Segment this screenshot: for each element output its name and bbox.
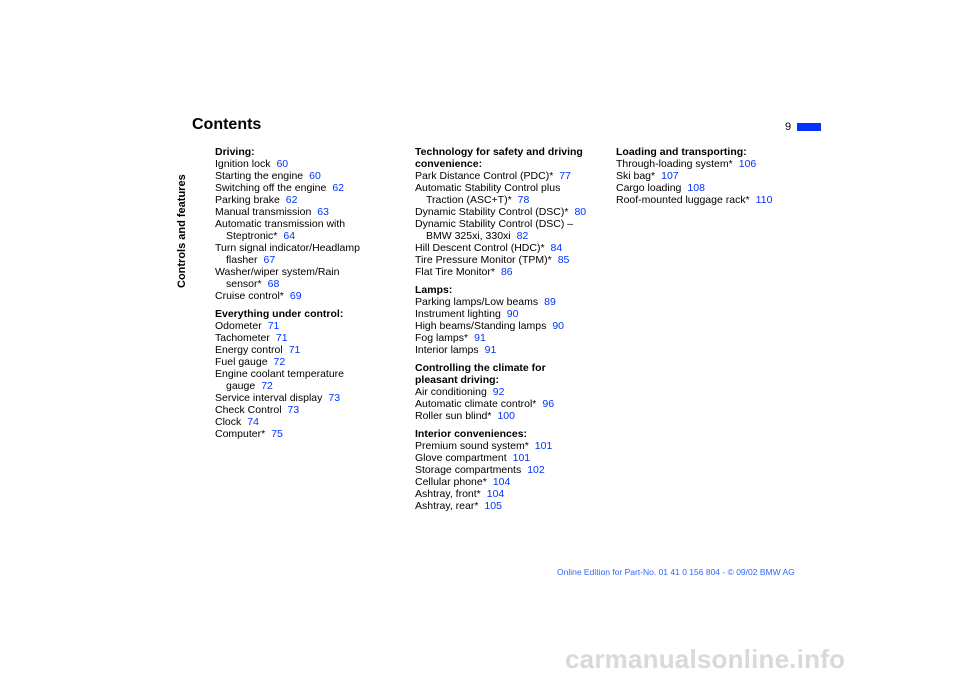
- toc-entry[interactable]: [415, 206, 590, 218]
- toc-entry-label: Instrument lighting: [415, 308, 501, 320]
- toc-entry-label: Fuel gauge: [215, 356, 268, 368]
- toc-entry[interactable]: [415, 320, 590, 332]
- toc-entry-label: Premium sound system*: [415, 440, 529, 452]
- toc-entry-label: Cruise control*: [215, 290, 284, 302]
- toc-section: [215, 308, 390, 440]
- toc-entry-label: Roof-mounted luggage rack*: [616, 194, 750, 206]
- toc-entry-page-link[interactable]: 75: [271, 428, 283, 440]
- toc-column-1: [215, 146, 390, 446]
- toc-entry-page-link[interactable]: 91: [484, 344, 497, 356]
- toc-entry-label: Dynamic Stability Control (DSC) – BMW 325xi, 330xi: [415, 218, 574, 242]
- toc-section-heading: Controlling the climate for pleasant driving:: [415, 362, 546, 386]
- toc-entry-page-link[interactable]: 85: [557, 254, 570, 266]
- toc-entry[interactable]: [415, 344, 590, 356]
- toc-section: [415, 284, 590, 356]
- toc-entry[interactable]: [415, 452, 590, 464]
- toc-entry-page-link[interactable]: 110: [755, 194, 773, 206]
- toc-entry-page-link[interactable]: 100: [497, 410, 515, 422]
- toc-entry-label: Automatic climate control*: [415, 398, 537, 410]
- toc-entry[interactable]: [415, 218, 590, 242]
- toc-section: [415, 362, 590, 422]
- toc-entry[interactable]: [415, 266, 590, 278]
- toc-entry-label: Automatic Stability Control plus Traction (ASC+T)*: [415, 182, 561, 206]
- toc-entry-label: Tire Pressure Monitor (TPM)*: [415, 254, 552, 266]
- toc-entry-label: Parking brake: [215, 194, 280, 206]
- toc-entry-label: Cellular phone*: [415, 476, 487, 488]
- toc-entry-page-link[interactable]: 86: [500, 266, 513, 278]
- toc-entry[interactable]: [415, 296, 590, 308]
- toc-entry-label: Automatic transmission with Steptronic*: [215, 218, 346, 242]
- toc-entry-page-link[interactable]: 102: [527, 464, 545, 476]
- toc-entry[interactable]: [215, 266, 390, 290]
- toc-entry[interactable]: [415, 488, 590, 500]
- toc-section-heading: Driving:: [215, 146, 255, 158]
- toc-entry-label: Air conditioning: [415, 386, 487, 398]
- toc-entry[interactable]: [616, 182, 791, 194]
- toc-entry-page-link[interactable]: 74: [247, 416, 259, 428]
- toc-entry-page-link[interactable]: 60: [276, 158, 289, 170]
- toc-entry-label: Glove compartment: [415, 452, 507, 464]
- toc-entry-page-link[interactable]: 90: [506, 308, 519, 320]
- toc-entry[interactable]: [215, 194, 390, 206]
- toc-entry-page-link[interactable]: 92: [492, 386, 505, 398]
- toc-entry-page-link[interactable]: 101: [512, 452, 531, 464]
- toc-entry[interactable]: [616, 170, 791, 182]
- toc-entry-label: Dynamic Stability Control (DSC)*: [415, 206, 569, 218]
- toc-entry[interactable]: [415, 182, 590, 206]
- toc-entry[interactable]: [415, 464, 590, 476]
- toc-entry-label: Storage compartments: [415, 464, 522, 476]
- toc-entry-page-link[interactable]: 64: [283, 230, 296, 242]
- toc-entry-page-link[interactable]: 108: [687, 182, 705, 194]
- toc-entry[interactable]: [415, 332, 590, 344]
- toc-entry[interactable]: [415, 398, 590, 410]
- toc-entry[interactable]: [215, 368, 390, 392]
- toc-entry-page-link[interactable]: 62: [332, 182, 344, 194]
- toc-entry-page-link[interactable]: 71: [288, 344, 301, 356]
- toc-entry[interactable]: [215, 404, 390, 416]
- toc-entry[interactable]: [215, 170, 390, 182]
- toc-entry[interactable]: [215, 356, 390, 368]
- toc-entry-page-link[interactable]: 71: [267, 320, 280, 332]
- toc-entry-page-link[interactable]: 73: [287, 404, 300, 416]
- toc-entry-label: Flat Tire Monitor*: [415, 266, 495, 278]
- toc-entry-page-link[interactable]: 73: [328, 392, 341, 404]
- section-side-label: Controls and features: [176, 174, 188, 288]
- toc-entry-label: Park Distance Control (PDC)*: [415, 170, 554, 182]
- toc-entry[interactable]: [215, 158, 390, 170]
- toc-entry-page-link[interactable]: 77: [559, 170, 571, 182]
- toc-entry-label: Energy control: [215, 344, 283, 356]
- toc-entry-page-link[interactable]: 104: [492, 476, 511, 488]
- toc-entry-page-link[interactable]: 69: [289, 290, 302, 302]
- toc-entry[interactable]: [215, 344, 390, 356]
- toc-entry-page-link[interactable]: 72: [273, 356, 286, 368]
- toc-entry-page-link[interactable]: 68: [267, 278, 280, 290]
- toc-entry-label: Clock: [215, 416, 242, 428]
- page-number: 9: [785, 121, 792, 133]
- toc-entry-label: Parking lamps/Low beams: [415, 296, 539, 308]
- toc-column-3: [616, 146, 791, 212]
- toc-entry-label: Check Control: [215, 404, 282, 416]
- toc-entry[interactable]: [215, 332, 390, 344]
- toc-entry-label: Turn signal indicator/Headlamp flasher: [215, 242, 360, 266]
- toc-entry-page-link[interactable]: 80: [574, 206, 587, 218]
- toc-entry[interactable]: [415, 476, 590, 488]
- toc-entry-label: Starting the engine: [215, 170, 304, 182]
- toc-entry[interactable]: [415, 242, 590, 254]
- toc-entry[interactable]: [415, 500, 590, 512]
- toc-entry-label: Engine coolant temperature gauge: [215, 368, 344, 392]
- toc-entry-page-link[interactable]: 71: [275, 332, 288, 344]
- toc-entry[interactable]: [415, 308, 590, 320]
- toc-section-heading: Everything under control:: [215, 308, 344, 320]
- toc-entry[interactable]: [215, 206, 390, 218]
- toc-entry-page-link[interactable]: 106: [738, 158, 757, 170]
- toc-entry-label: Ignition lock: [215, 158, 271, 170]
- toc-entry-label: High beams/Standing lamps: [415, 320, 547, 332]
- toc-entry-page-link[interactable]: 89: [544, 296, 556, 308]
- toc-entry-page-link[interactable]: 84: [550, 242, 563, 254]
- toc-entry[interactable]: [415, 410, 590, 422]
- toc-entry-page-link[interactable]: 90: [552, 320, 565, 332]
- toc-entry-label: Switching off the engine: [215, 182, 327, 194]
- toc-entry-page-link[interactable]: 91: [474, 332, 486, 344]
- toc-entry[interactable]: [215, 182, 390, 194]
- page-number-bar: [797, 123, 821, 131]
- toc-entry-page-link[interactable]: 72: [261, 380, 273, 392]
- toc-entry[interactable]: [215, 428, 390, 440]
- toc-entry-label: Ashtray, rear*: [415, 500, 479, 512]
- toc-entry-page-link[interactable]: 67: [263, 254, 276, 266]
- toc-entry-page-link[interactable]: 101: [534, 440, 553, 452]
- toc-entry[interactable]: [415, 386, 590, 398]
- toc-section-heading: Loading and transporting:: [616, 146, 747, 158]
- toc-entry-label: Manual transmission: [215, 206, 312, 218]
- toc-entry-label: Ski bag*: [616, 170, 656, 182]
- toc-entry-page-link[interactable]: 107: [661, 170, 679, 182]
- toc-entry-label: Hill Descent Control (HDC)*: [415, 242, 545, 254]
- toc-entry[interactable]: [215, 218, 390, 242]
- toc-entry[interactable]: [215, 320, 390, 332]
- toc-section-heading: Interior conveniences:: [415, 428, 528, 440]
- toc-entry-label: Computer*: [215, 428, 266, 440]
- toc-entry[interactable]: [415, 254, 590, 266]
- toc-entry-label: Ashtray, front*: [415, 488, 481, 500]
- toc-entry-label: Service interval display: [215, 392, 323, 404]
- edition-footer: Online Edition for Part-No. 01 41 0 156 804 - © 09/02 BMW AG: [557, 567, 795, 577]
- toc-entry[interactable]: [616, 158, 791, 170]
- toc-entry[interactable]: [215, 242, 390, 266]
- toc-column-2: [415, 146, 590, 518]
- toc-section: [215, 146, 390, 302]
- toc-section: [415, 428, 590, 512]
- toc-entry-page-link[interactable]: 60: [309, 170, 321, 182]
- toc-entry-page-link[interactable]: 105: [484, 500, 502, 512]
- toc-entry-label: Fog lamps*: [415, 332, 469, 344]
- toc-entry[interactable]: [215, 416, 390, 428]
- toc-entry-page-link[interactable]: 62: [285, 194, 298, 206]
- toc-section: [616, 146, 791, 206]
- toc-entry[interactable]: [215, 392, 390, 404]
- toc-entry-page-link[interactable]: 63: [317, 206, 329, 218]
- toc-entry-label: Interior lamps: [415, 344, 479, 356]
- page-title: Contents: [192, 116, 262, 133]
- toc-entry[interactable]: [215, 290, 390, 302]
- toc-entry[interactable]: [415, 170, 590, 182]
- toc-entry-label: Tachometer: [215, 332, 270, 344]
- toc-entry-label: Roller sun blind*: [415, 410, 492, 422]
- toc-entry-label: Washer/wiper system/Rain sensor*: [215, 266, 340, 290]
- toc-section-heading: Technology for safety and driving convenience:: [415, 146, 583, 170]
- toc-section: [415, 146, 590, 278]
- toc-entry[interactable]: [616, 194, 791, 206]
- toc-entry-label: Through-loading system*: [616, 158, 733, 170]
- toc-section-heading: Lamps:: [415, 284, 453, 296]
- toc-entry-label: Cargo loading: [616, 182, 682, 194]
- toc-entry[interactable]: [415, 440, 590, 452]
- toc-entry-page-link[interactable]: 78: [517, 194, 530, 206]
- toc-entry-label: Odometer: [215, 320, 262, 332]
- toc-entry-page-link[interactable]: 82: [516, 230, 529, 242]
- toc-entry-page-link[interactable]: 96: [542, 398, 555, 410]
- site-watermark: carmanualsonline.info: [565, 644, 846, 674]
- toc-entry-page-link[interactable]: 104: [486, 488, 505, 500]
